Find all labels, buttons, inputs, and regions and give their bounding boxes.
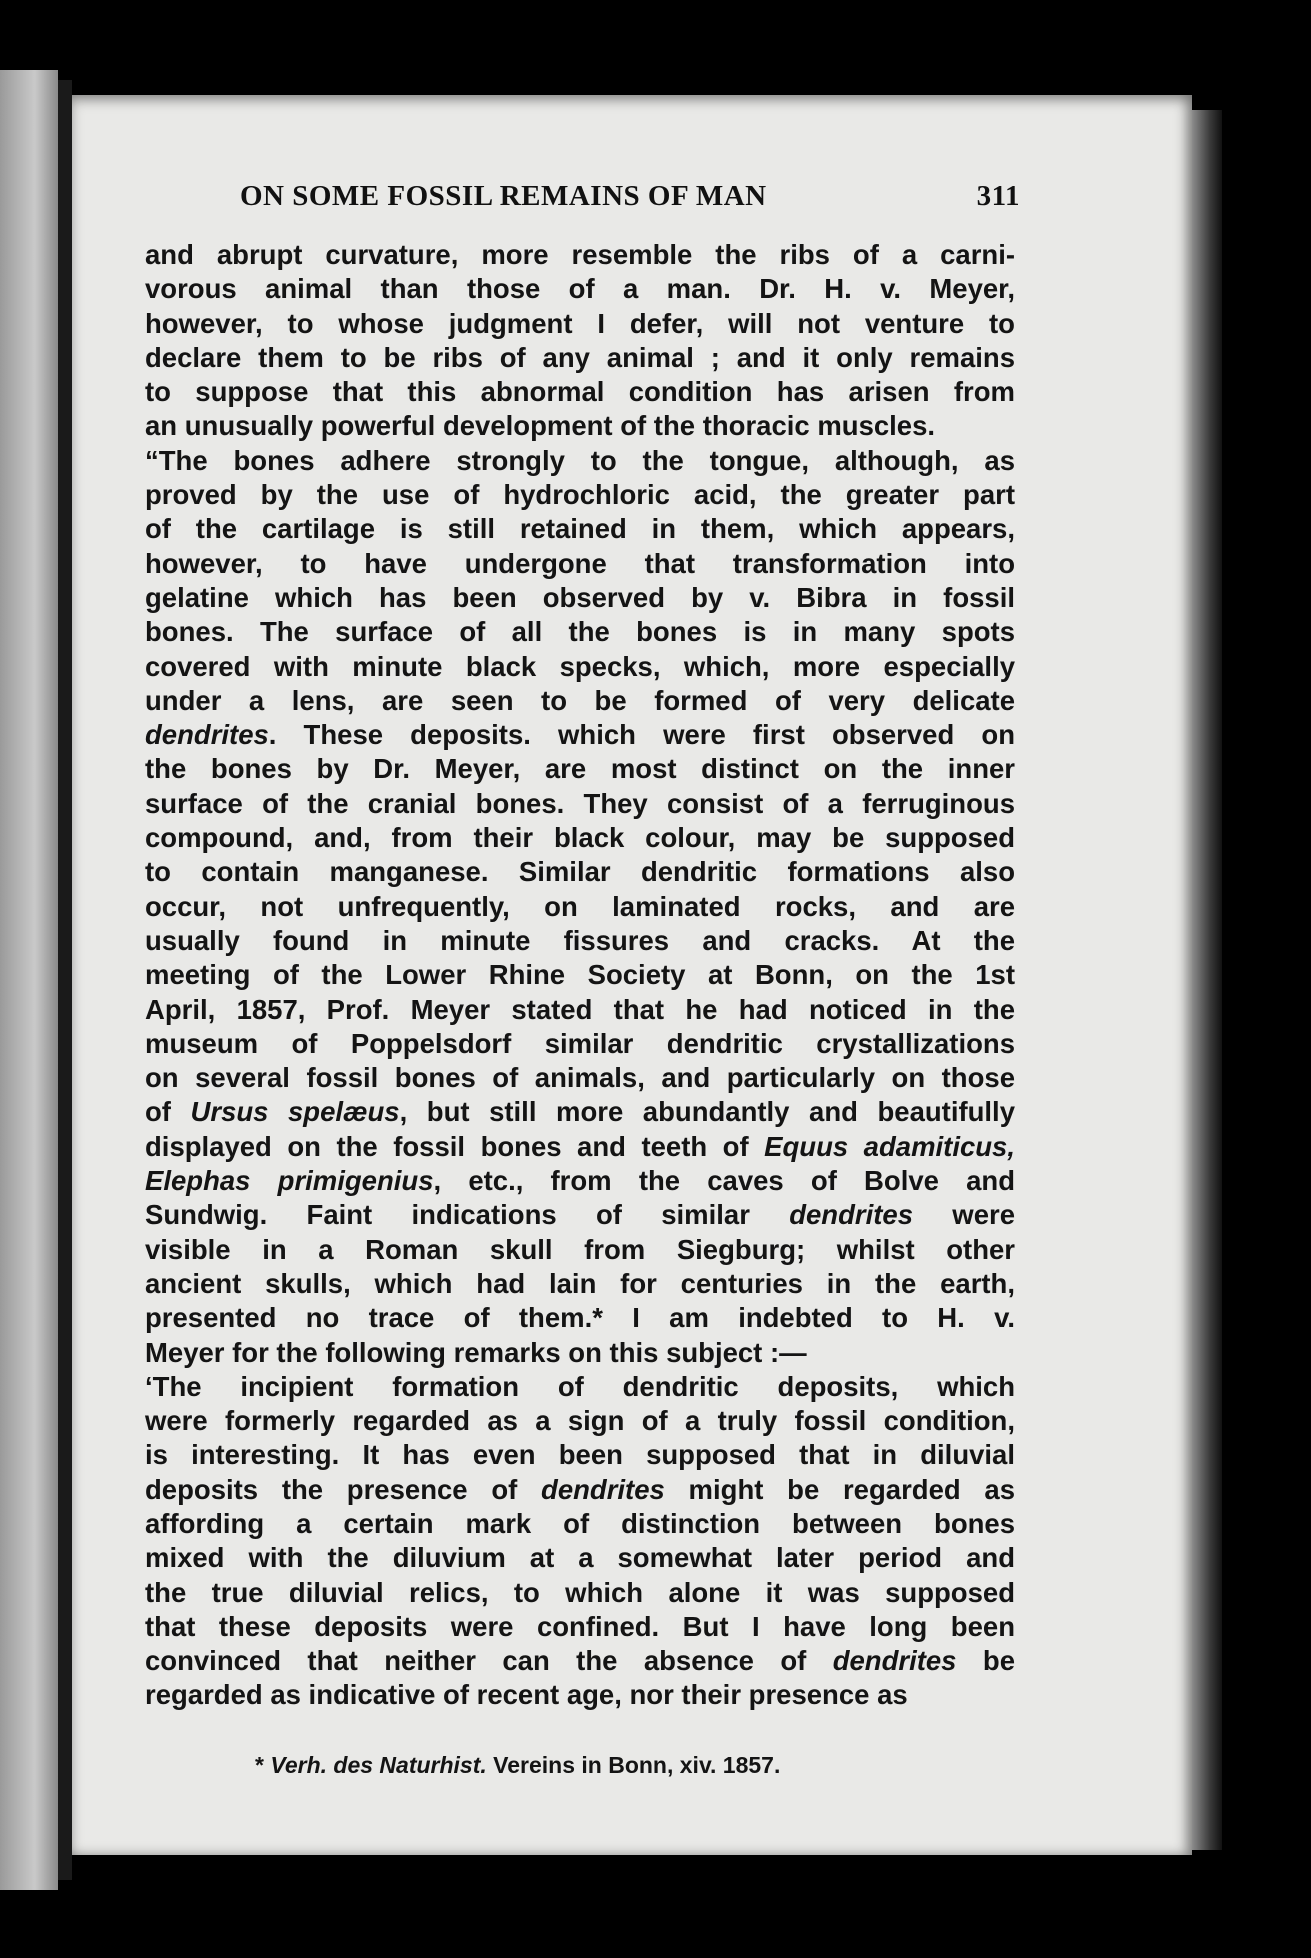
text-line [145,1027,1015,1061]
text-line [145,307,1015,341]
italic-text: dendrites [145,719,269,751]
footnote [255,1752,935,1779]
running-title: ON SOME FOSSIL REMAINS OF MAN [240,180,767,212]
text-run: were [913,1199,1015,1231]
text-run: however, to have undergone that transformation into [145,547,1015,579]
text-line [145,1130,1015,1164]
facing-page-edge [0,70,58,1890]
text-run: . These deposits. which were first observed on [268,719,1015,751]
text-run: visible in a Roman skull from Siegburg; whilst other [145,1233,1015,1265]
text-line [145,444,1015,478]
text-line [145,1164,1015,1198]
text-run: displayed on the fossil bones and teeth of [145,1130,765,1162]
text-run: covered with minute black specks, which, more especially [145,650,1015,682]
text-run: , but still more abundantly and beautifully [399,1096,1015,1128]
text-line [145,272,1015,306]
text-run: be [956,1645,1015,1677]
text-line [145,375,1015,409]
text-run: April, 1857, Prof. Meyer stated that he had noticed in the [145,993,1015,1025]
text-run: proved by the use of hydrochloric acid, the greater part [145,479,1015,511]
text-run: , etc., from the caves of Bolve and [433,1165,1015,1197]
italic-text: dendrites [541,1473,665,1505]
italic-text: dendrites [832,1645,957,1677]
text-run: usually found in minute fissures and cracks. At the [145,924,1015,956]
text-run: * [255,1752,271,1778]
text-line [145,341,1015,375]
text-run: of the cartilage is still retained in them, which appears, [145,513,1015,545]
text-run: of [145,1096,191,1128]
text-run: might be regarded as [664,1473,1015,1505]
text-run: were formerly regarded as a sign of a truly fossil condition, [145,1405,1015,1437]
text-line [145,1507,1015,1541]
text-line [145,1061,1015,1095]
text-line [145,238,1015,272]
text-run: to contain manganese. Similar dendritic formations also [145,856,1015,888]
text-run: surface of the cranial bones. They consist of a ferruginous [145,787,1015,819]
text-line [145,1095,1015,1129]
text-line [145,409,1015,443]
text-line [145,547,1015,581]
italic-text: Elephas primigenius [145,1165,434,1197]
text-run: convinced that neither can the absence of [145,1645,833,1677]
text-run: regarded as indicative of recent age, nor their presence as [145,1679,908,1711]
text-line [145,1644,1015,1678]
text-run: ancient skulls, which had lain for centuries in the earth, [145,1267,1015,1299]
text-run: bones. The surface of all the bones is in many spots [145,616,1015,648]
book-gutter [58,80,72,1880]
text-run: an unusually powerful development of the thoracic muscles. [145,410,936,442]
text-run: Vereins in Bonn, xiv. 1857. [486,1752,781,1778]
text-line [145,787,1015,821]
text-line [145,993,1015,1027]
text-run: gelatine which has been observed by v. Bibra in fossil [145,581,1015,613]
text-line [145,1541,1015,1575]
text-line [145,890,1015,924]
text-run: mixed with the diluvium at a somewhat later period and [145,1542,1015,1574]
text-line [145,1678,1015,1712]
text-line [145,581,1015,615]
text-run: on several fossil bones of animals, and particularly on those [145,1062,1015,1094]
text-line [145,1576,1015,1610]
page-stack-edge [1192,110,1222,1850]
text-run: declare them to be ribs of any animal ; and it only remains [145,341,1015,373]
text-run: Sundwig. Faint indications of similar [145,1199,790,1231]
italic-text: Verh. des Naturhist. [270,1752,487,1778]
italic-text: dendrites [789,1199,913,1231]
text-run: that these deposits were confined. But I have long been [145,1610,1015,1642]
text-run: “The bones adhere strongly to the tongue, although, as [145,444,1015,476]
text-run: occur, not unfrequently, on laminated rocks, and are [145,890,1015,922]
text-line [145,1336,1015,1370]
text-line [145,1267,1015,1301]
text-line [145,718,1015,752]
text-run: museum of Poppelsdorf similar dendritic crystallizations [145,1027,1015,1059]
text-line [145,1233,1015,1267]
text-line [145,1370,1015,1404]
italic-text: Equus adamiticus, [764,1130,1015,1162]
text-run: Meyer for the following remarks on this subject :— [145,1336,807,1368]
text-line [145,1438,1015,1472]
text-run: however, to whose judgment I defer, will not venture to [145,307,1015,339]
text-line [145,512,1015,546]
text-run: to suppose that this abnormal condition has arisen from [145,376,1015,408]
text-run: presented no trace of them.* I am indebted to H. v. [145,1302,1015,1334]
text-line [145,615,1015,649]
text-run: is interesting. It has even been supposed that in diluvial [145,1439,1015,1471]
text-line [145,1610,1015,1644]
page-number: 311 [976,180,1020,212]
running-header [240,180,1020,216]
text-line [145,684,1015,718]
text-run: and abrupt curvature, more resemble the ribs of a carni- [145,239,1015,270]
text-line [145,1198,1015,1232]
text-run: compound, and, from their black colour, may be supposed [145,822,1015,854]
text-line [145,1301,1015,1335]
text-line [145,821,1015,855]
body-text [145,238,1015,1713]
text-line [145,752,1015,786]
text-run: deposits the presence of [145,1473,542,1505]
text-line [145,1473,1015,1507]
text-run: meeting of the Lower Rhine Society at Bonn, on the 1st [145,959,1015,991]
italic-text: Ursus spelæus [190,1096,400,1128]
text-line [145,650,1015,684]
text-line [145,958,1015,992]
text-run: vorous animal than those of a man. Dr. H. v. Meyer, [145,273,1015,305]
text-run: the bones by Dr. Meyer, are most distinct on the inner [145,753,1015,785]
text-run: affording a certain mark of distinction between bones [145,1507,1015,1539]
text-line [145,924,1015,958]
text-line [145,1404,1015,1438]
text-line [145,855,1015,889]
text-line [145,478,1015,512]
text-run: the true diluvial relics, to which alone it was supposed [145,1576,1015,1608]
text-run: ‘The incipient formation of dendritic deposits, which [145,1370,1015,1402]
text-run: under a lens, are seen to be formed of very delicate [145,684,1015,716]
